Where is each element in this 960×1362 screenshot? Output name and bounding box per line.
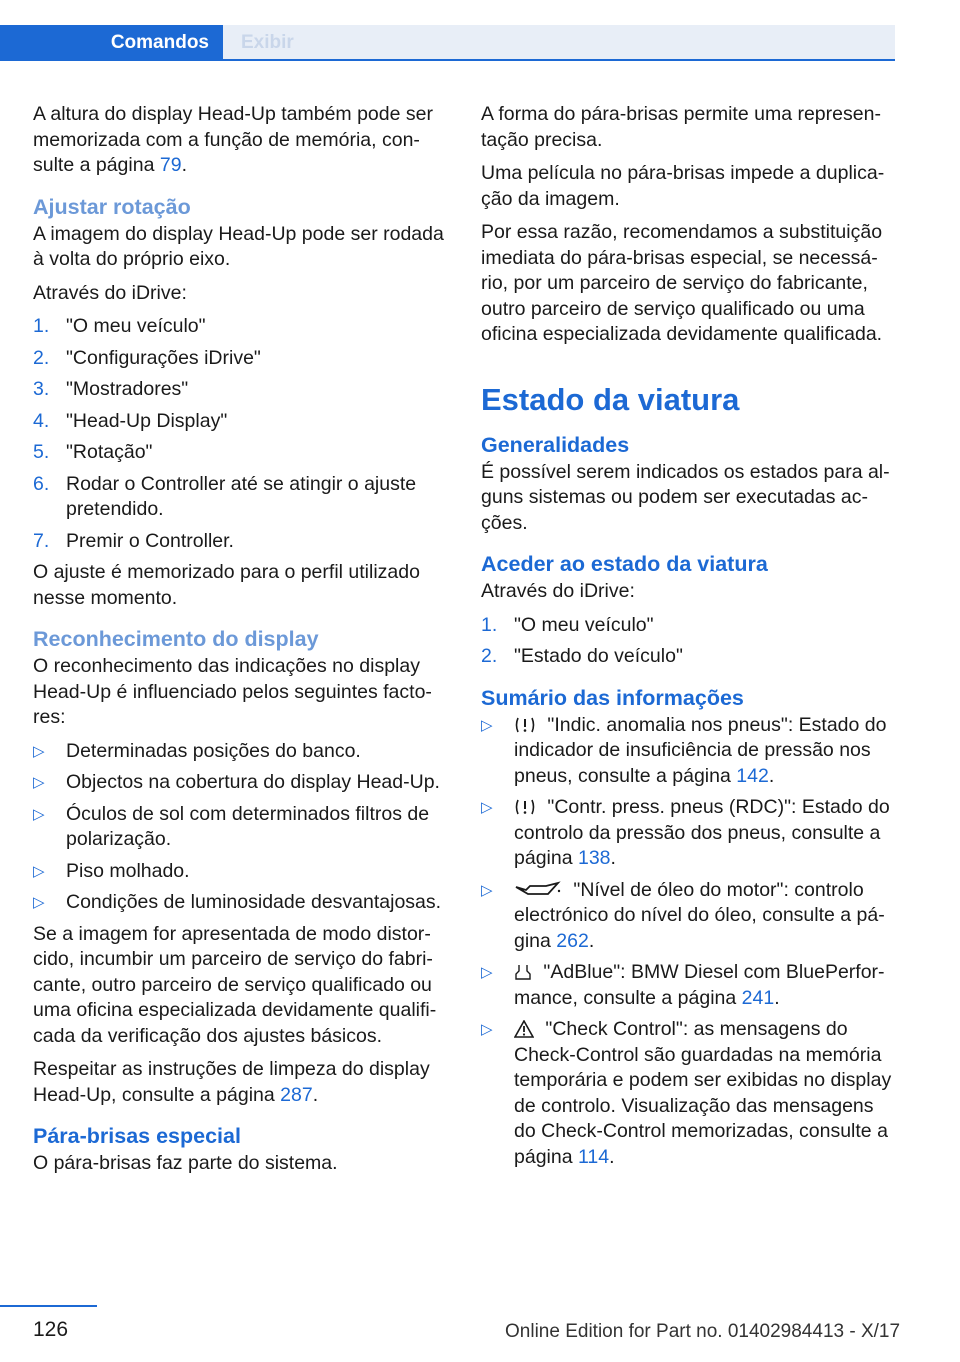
oil-can-icon — [514, 881, 562, 899]
list-item: 2. "Configurações iDrive" — [33, 346, 261, 369]
heading-adjust-rotation: Ajustar rotação — [33, 194, 191, 219]
general-text: É possível serem indicados os estados para alguns sistemas ou podem ser executadas acções. — [481, 460, 890, 534]
list-item: 7. Premir o Controller. — [33, 529, 234, 552]
recognition-text: O reconhecimento das indicações no display Head-Up é influenciado pelos seguintes factores: — [33, 655, 432, 728]
page-link-114[interactable]: 114 — [577, 1145, 610, 1168]
list-item: ▷ "Check Control": as mensagens do Check-Control são guardadas na memória temporária e podem ser exibidas no display de controlo. Visualização das mensagens do Check-Control memorizadas, consulte a página 114. — [481, 1018, 892, 1168]
list-item: ▷ Condições de luminosidade desvantajosas. — [33, 890, 445, 916]
triangle-bullet-icon: ▷ — [33, 862, 45, 880]
list-item: ▷ "Indic. anomalia nos pneus": Estado do indicador de insuficiência de pressão nos pneus, consulte a página 142. — [481, 713, 887, 787]
access-steps — [481, 613, 893, 670]
tire-pressure-warning-icon — [514, 716, 536, 734]
heading-general: Generalidades — [481, 432, 630, 457]
rotation-text: A imagem do display Head-Up pode ser rodada à volta do próprio eixo. — [33, 222, 444, 270]
list-item: 1. "O meu veículo" — [33, 315, 206, 337]
summary-bullets — [481, 713, 893, 1171]
page-number: 126 — [33, 1318, 69, 1341]
triangle-bullet-icon: ▷ — [33, 742, 45, 760]
rotation-steps — [33, 314, 445, 554]
windshield-text: O pára-brisas faz parte do sistema. — [33, 1152, 338, 1174]
left-column — [33, 102, 445, 1185]
triangle-bullet-icon: ▷ — [481, 881, 493, 899]
list-item: ▷ "Nível de óleo do motor": controlo electrónico do nível do óleo, consulte a página 262. — [481, 878, 885, 952]
right-paragraph-3: Por essa razão, recomendamos a substituição imediata do pára-brisas especial, se necessário, por um parceiro de serviço do fabricante, outro parceiro de serviço qualificado ou uma oficina especializada devidamente qualificada. — [481, 221, 883, 345]
list-item: ▷ Piso molhado. — [33, 859, 445, 885]
recognition-bullets — [33, 739, 445, 916]
edition-note: Online Edition for Part no. 01402984413 - X/17 — [505, 1321, 901, 1342]
heading-info-summary: Sumário das informações — [481, 685, 744, 710]
list-item: ▷ Determinadas posições do banco. — [33, 739, 445, 765]
triangle-bullet-icon: ▷ — [481, 1021, 493, 1038]
page-link-79[interactable]: 79 — [159, 154, 182, 176]
triangle-bullet-icon: ▷ — [33, 774, 45, 791]
list-item: 4. "Head-Up Display" — [33, 409, 228, 432]
tab-comandos[interactable]: Comandos — [0, 25, 223, 61]
list-item: 2. "Estado do veículo" — [481, 645, 683, 667]
tab-underline — [223, 59, 895, 61]
triangle-bullet-icon: ▷ — [481, 964, 493, 981]
header-tabs — [0, 25, 895, 61]
page-link-287[interactable]: 287 — [280, 1083, 313, 1106]
warning-triangle-icon — [514, 1020, 534, 1038]
triangle-bullet-icon: ▷ — [33, 894, 45, 911]
list-item: 6. Rodar o Controller até se atingir o ajuste pretendido. — [33, 472, 417, 520]
intro-paragraph: A altura do display Head-Up também pode ser memorizada com a função de memória, consulte a página 79. — [33, 103, 433, 176]
list-item: ▷ Óculos de sol com determinados filtros de polarização. — [33, 802, 430, 850]
right-paragraph-1: A forma do pára-brisas permite uma representação precisa. — [481, 103, 881, 151]
triangle-bullet-icon: ▷ — [481, 799, 493, 816]
triangle-bullet-icon: ▷ — [33, 805, 45, 823]
cleaning-text: Respeitar as instruções de limpeza do display Head-Up, consulte a página 287. — [33, 1058, 430, 1106]
list-item: ▷ "Contr. press. pneus (RDC)": Estado do controlo da pressão dos pneus, consulte a página 138. — [481, 796, 890, 869]
list-item: ▷ Objectos na cobertura do display Head-Up. — [33, 770, 445, 796]
access-via: Através do iDrive: — [481, 580, 635, 602]
distortion-text: Se a imagem for apresentada de modo distorcido, incumbir um parceiro de serviço do fabricante, outro parceiro de serviço qualificado ou uma oficina especializada devidamente qualificada da verificação dos ajustes básicos. — [33, 922, 437, 1047]
tab-exibir[interactable]: Exibir — [223, 25, 895, 61]
heading-special-windshield: Pára-brisas especial — [33, 1124, 241, 1148]
right-paragraph-2: Uma película no pára-brisas impede a duplicação da imagem. — [481, 162, 885, 210]
adblue-icon — [514, 963, 532, 981]
page-link-262[interactable]: 262 — [556, 929, 589, 952]
right-column — [481, 102, 893, 1176]
rotation-after: O ajuste é memorizado para o perfil utilizado nesse momento. — [33, 561, 420, 609]
list-item: 3. "Mostradores" — [33, 378, 189, 400]
list-item: 1. "O meu veículo" — [481, 613, 654, 636]
heading-display-recognition: Reconhecimento do display — [33, 627, 319, 651]
tire-pressure-warning-icon — [514, 798, 536, 816]
section-title: Estado da viatura — [481, 381, 740, 417]
footer-rule — [0, 1305, 97, 1307]
heading-access-status: Aceder ao estado da viatura — [481, 552, 768, 576]
rotation-via: Através do iDrive: — [33, 281, 187, 304]
page-link-241[interactable]: 241 — [741, 986, 775, 1009]
page-link-138[interactable]: 138 — [577, 847, 611, 869]
page-link-142[interactable]: 142 — [736, 764, 769, 787]
list-item: ▷ "AdBlue": BMW Diesel com BluePerformance, consulte a página 241. — [481, 961, 885, 1009]
list-item: 5. "Rotação" — [33, 441, 153, 463]
triangle-bullet-icon: ▷ — [481, 716, 493, 734]
